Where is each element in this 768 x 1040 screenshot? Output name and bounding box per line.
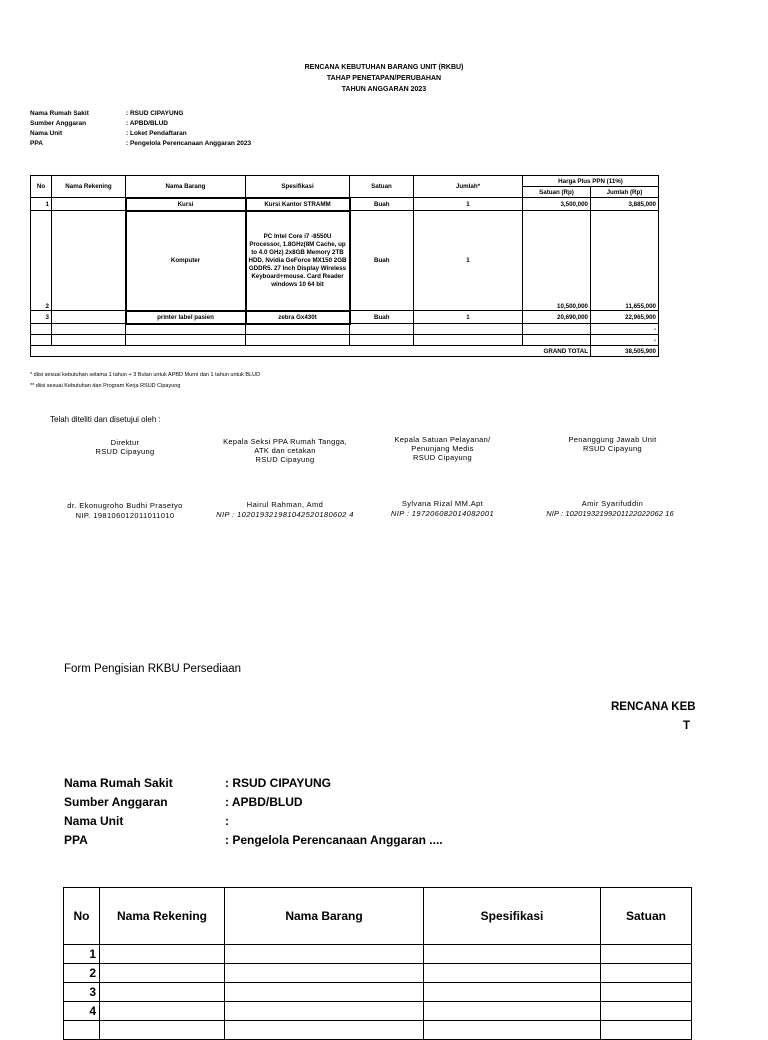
cell-barang: printer label pasien bbox=[126, 311, 246, 324]
cell-harga-satuan: 20,690,000 bbox=[523, 311, 591, 324]
form-meta-value: : bbox=[225, 814, 229, 828]
form-table-row bbox=[64, 983, 692, 1002]
form-cell-barang[interactable] bbox=[225, 945, 424, 964]
doc-title-line-3: TAHUN ANGGARAN 2023 bbox=[341, 86, 427, 93]
header-rekening: Nama Rekening bbox=[52, 176, 126, 198]
role-line: Direktur bbox=[110, 438, 140, 447]
form-table-header bbox=[64, 888, 692, 945]
cell-harga-jumlah: 22,965,900 bbox=[591, 311, 659, 324]
form-header-no: No bbox=[64, 888, 100, 945]
signatory-4-role bbox=[545, 435, 680, 453]
header-harga: Harga Plus PPN (11%) bbox=[523, 176, 659, 187]
cell-jumlah: 1 bbox=[414, 311, 523, 324]
header-harga-satuan: Satuan (Rp) bbox=[523, 187, 591, 198]
form-header-barang: Nama Barang bbox=[225, 888, 424, 945]
form-cell-barang[interactable] bbox=[225, 964, 424, 983]
note-2: ** diisi sesuai Kebutuhan dan Program Kerja RSUD Cipayung bbox=[30, 383, 181, 389]
form-cell-rekening[interactable] bbox=[100, 983, 225, 1002]
cell-jumlah: 1 bbox=[414, 198, 523, 211]
form-meta-value: : RSUD CIPAYUNG bbox=[225, 776, 332, 790]
form-heading-line-2: T bbox=[683, 720, 691, 732]
meta-key: Nama Unit bbox=[30, 130, 63, 137]
meta-key: PPA bbox=[30, 140, 43, 147]
cell-rekening bbox=[52, 198, 126, 211]
doc-title-line-2: TAHAP PENETAPAN/PERUBAHAN bbox=[326, 75, 442, 82]
signatory-1-nip: NIP. 198106012011011010 bbox=[75, 511, 175, 520]
form-cell-barang[interactable] bbox=[225, 983, 424, 1002]
signatory-2-role bbox=[210, 437, 360, 464]
role-line: RSUD Cipayung bbox=[95, 447, 155, 456]
header-no: No bbox=[31, 176, 52, 198]
doc-meta bbox=[30, 109, 330, 153]
note-1: * diisi sesuai kebutuhan selama 1 tahun + 3 Bulan untuk APBD Murni dan 1 tahun untuk BLUD bbox=[30, 372, 261, 378]
signatory-3-role bbox=[375, 435, 510, 462]
cell-no: 2 bbox=[31, 211, 52, 311]
form-cell-satuan[interactable] bbox=[601, 983, 692, 1002]
form-cell-satuan[interactable] bbox=[601, 945, 692, 964]
cell-spesifikasi: Kursi Kantor STRAMM bbox=[246, 198, 350, 211]
form-cell-rekening[interactable] bbox=[100, 1002, 225, 1021]
signatory-2-name: Hairul Rahman, Amd bbox=[246, 500, 324, 509]
form-cell-no bbox=[64, 1021, 100, 1040]
form-header-rekening: Nama Rekening bbox=[100, 888, 225, 945]
signatory-3-nip: NIP : 197206082014082001 bbox=[390, 509, 495, 518]
role-line: Kepala Seksi PPA Rumah Tangga, bbox=[223, 437, 347, 446]
form-cell-no: 1 bbox=[64, 945, 100, 964]
form-cell-satuan[interactable] bbox=[601, 964, 692, 983]
cell-satuan: Buah bbox=[350, 211, 414, 311]
table-row bbox=[31, 311, 659, 324]
grand-total-value: 38,505,900 bbox=[591, 346, 659, 357]
meta-value: : Pengelola Perencanaan Anggaran 2023 bbox=[126, 140, 252, 147]
form-meta-key: PPA bbox=[64, 833, 88, 847]
role-line: RSUD Cipayung bbox=[255, 455, 315, 464]
form-cell-spesifikasi[interactable] bbox=[424, 983, 601, 1002]
cell-satuan: Buah bbox=[350, 198, 414, 211]
cell-spesifikasi: zebra Gx430t bbox=[246, 311, 350, 324]
header-barang: Nama Barang bbox=[126, 176, 246, 198]
role-line: Penunjang Medis bbox=[411, 444, 474, 453]
cell-harga-jumlah: 3,885,000 bbox=[591, 198, 659, 211]
form-table-row bbox=[64, 964, 692, 983]
form-cell-spesifikasi[interactable] bbox=[424, 1021, 601, 1040]
form-table-row bbox=[64, 1002, 692, 1021]
signatory-3-name: Sylvana Rizal MM.Apt bbox=[401, 499, 484, 508]
form-cell-spesifikasi[interactable] bbox=[424, 1002, 601, 1021]
cell-harga-jumlah: - bbox=[591, 324, 659, 335]
cell-spesifikasi bbox=[246, 335, 350, 346]
cell-satuan bbox=[350, 324, 414, 335]
cell-satuan bbox=[350, 335, 414, 346]
cell-no: 3 bbox=[31, 311, 52, 324]
meta-key: Nama Rumah Sakit bbox=[30, 110, 89, 117]
form-cell-spesifikasi[interactable] bbox=[424, 964, 601, 983]
cell-harga-satuan bbox=[523, 335, 591, 346]
header-jumlah: Jumlah* bbox=[414, 176, 523, 198]
cell-jumlah bbox=[414, 324, 523, 335]
table-row bbox=[31, 211, 659, 311]
form-meta-key: Nama Rumah Sakit bbox=[64, 776, 173, 790]
form-cell-barang[interactable] bbox=[225, 1021, 424, 1040]
cell-harga-satuan: 10,500,000 bbox=[523, 211, 591, 311]
form-cell-no: 3 bbox=[64, 983, 100, 1002]
role-line: ATK dan cetakan bbox=[254, 446, 316, 455]
cell-rekening bbox=[52, 324, 126, 335]
form-title: Form Pengisian RKBU Persediaan bbox=[64, 663, 242, 675]
cell-barang: Komputer bbox=[126, 211, 246, 311]
signatory-1-name: dr. Ekonugroho Budhi Prasetyo bbox=[67, 501, 183, 510]
role-line: RSUD Cipayung bbox=[583, 444, 642, 453]
cell-no: 1 bbox=[31, 198, 52, 211]
cell-harga-jumlah: 11,655,000 bbox=[591, 211, 659, 311]
form-cell-no: 2 bbox=[64, 964, 100, 983]
form-cell-satuan[interactable] bbox=[601, 1002, 692, 1021]
form-cell-spesifikasi[interactable] bbox=[424, 945, 601, 964]
form-header-satuan: Satuan bbox=[601, 888, 692, 945]
signatory-4-nip: NIP : 10201932199201122022062 16 bbox=[546, 509, 674, 518]
role-line: RSUD Cipayung bbox=[413, 453, 472, 462]
cell-harga-satuan bbox=[523, 324, 591, 335]
signatory-1-role bbox=[60, 438, 190, 456]
cell-rekening bbox=[52, 211, 126, 311]
rkbu-table bbox=[30, 175, 659, 357]
table-row bbox=[31, 335, 659, 346]
cell-no bbox=[31, 335, 52, 346]
form-meta-key: Nama Unit bbox=[64, 814, 124, 828]
cell-barang bbox=[126, 324, 246, 335]
cell-rekening bbox=[52, 335, 126, 346]
table-row bbox=[31, 324, 659, 335]
table-header-row bbox=[31, 176, 659, 187]
approval-label: Telah diteliti dan disetujui oleh : bbox=[50, 415, 161, 424]
form-table-row bbox=[64, 945, 692, 964]
form-meta-value: : APBD/BLUD bbox=[225, 795, 303, 809]
role-line: Penanggung Jawab Unit bbox=[568, 435, 657, 444]
meta-value: : RSUD CIPAYUNG bbox=[126, 110, 184, 117]
form-meta bbox=[64, 774, 464, 854]
form-table bbox=[63, 887, 692, 1040]
cell-jumlah bbox=[414, 335, 523, 346]
cell-jumlah: 1 bbox=[414, 211, 523, 311]
meta-key: Sumber Anggaran bbox=[30, 120, 87, 127]
cell-rekening bbox=[52, 311, 126, 324]
grand-total-row bbox=[31, 346, 659, 357]
form-meta-value: : Pengelola Perencanaan Anggaran .... bbox=[225, 833, 443, 847]
meta-value: : APBD/BLUD bbox=[126, 120, 169, 127]
cell-no bbox=[31, 324, 52, 335]
form-table-row bbox=[64, 1021, 692, 1040]
form-cell-no: 4 bbox=[64, 1002, 100, 1021]
grand-total-label: GRAND TOTAL bbox=[523, 346, 591, 357]
header-satuan: Satuan bbox=[350, 176, 414, 198]
form-header-spesifikasi: Spesifikasi bbox=[424, 888, 601, 945]
cell-harga-satuan: 3,500,000 bbox=[523, 198, 591, 211]
cell-spesifikasi bbox=[246, 324, 350, 335]
cell-barang bbox=[126, 335, 246, 346]
form-meta-key: Sumber Anggaran bbox=[64, 795, 168, 809]
form-cell-satuan[interactable] bbox=[601, 1021, 692, 1040]
header-spesifikasi: Spesifikasi bbox=[246, 176, 350, 198]
form-cell-rekening[interactable] bbox=[100, 945, 225, 964]
role-line: Kepala Satuan Pelayanan/ bbox=[394, 435, 491, 444]
doc-title-line-1: RENCANA KEBUTUHAN BARANG UNIT (RKBU) bbox=[304, 64, 464, 71]
table-row bbox=[31, 198, 659, 211]
signatory-4-name: Amir Syarifuddin bbox=[581, 499, 644, 508]
cell-spesifikasi: PC Intel Core i7 -8550U Processor, 1.8GHz(8M Cache, up to 4.0 GHz) 2x8GB Memory 2TB HDD. Nvidia GeForce MX150 2GB GDDR5. 27 Inch Display Wireless Keyboard+mouse. Card Reader windows 10 64 bit bbox=[246, 211, 350, 311]
meta-value: : Loket Pendaftaran bbox=[126, 130, 187, 137]
cell-barang: Kursi bbox=[126, 198, 246, 211]
form-cell-barang[interactable] bbox=[225, 1002, 424, 1021]
form-cell-rekening[interactable] bbox=[100, 1021, 225, 1040]
cell-satuan: Buah bbox=[350, 311, 414, 324]
cell-harga-jumlah: - bbox=[591, 335, 659, 346]
signatory-2-nip: NIP : 102019321981042520180602 4 bbox=[216, 510, 354, 519]
form-cell-rekening[interactable] bbox=[100, 964, 225, 983]
header-harga-jumlah: Jumlah (Rp) bbox=[591, 187, 659, 198]
form-heading-line-1: RENCANA KEB bbox=[611, 701, 696, 713]
